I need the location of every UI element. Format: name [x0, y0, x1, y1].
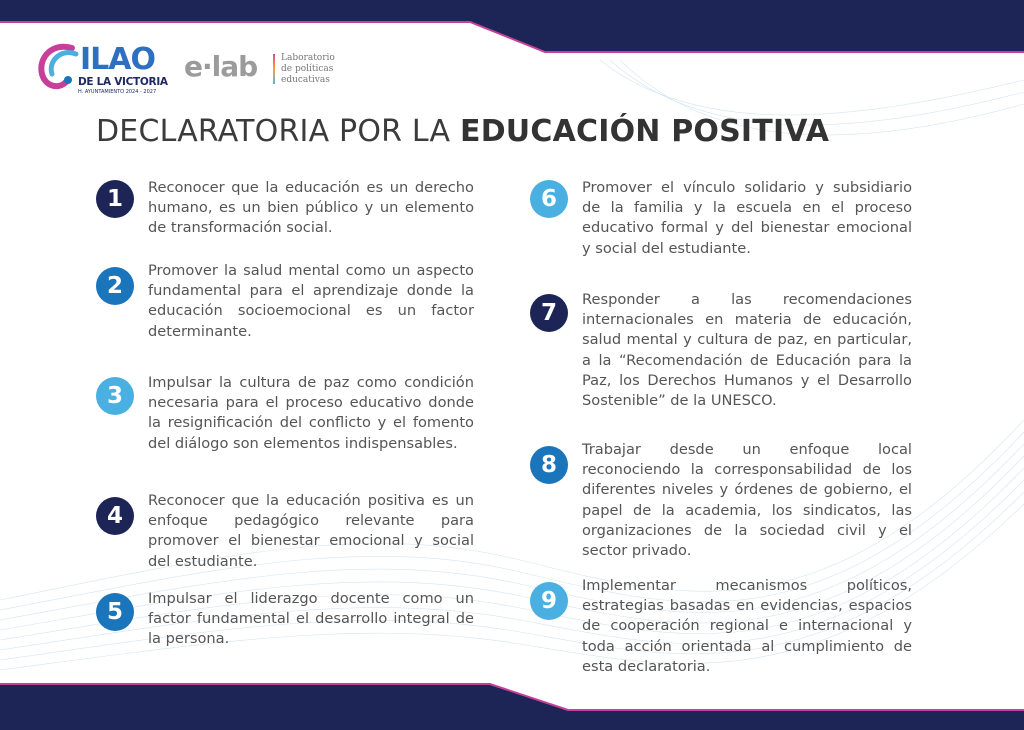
declaration-text: Impulsar el liderazgo docente como un factor fundamental el desarrollo integral de la persona. — [148, 590, 474, 648]
number-badge: 2 — [96, 267, 134, 305]
declaration-text: Reconocer que la educación positiva es un enfoque pedagógico relevante para promover el bienestar emocional y social del estudiante. — [148, 492, 474, 570]
ilao-logo — [32, 38, 168, 100]
number-badge: 5 — [96, 593, 134, 631]
elab-divider — [273, 54, 275, 84]
ilao-wordmark: ILAO — [80, 42, 155, 77]
number-badge: 4 — [96, 497, 134, 535]
declaration-text: Trabajar desde un enfoque local reconociendo la corresponsabilidad de los diferentes niveles y órdenes de gobierno, el papel de la academia, los sindicatos, las organizaciones de la sociedad civil y el sector privado. — [582, 441, 912, 560]
number-badge: 6 — [530, 180, 568, 218]
number-badge: 1 — [96, 180, 134, 218]
elab-logo — [184, 50, 354, 90]
declaration-text: Responder a las recomendaciones internacionales en materia de educación, salud mental y cultura de paz, en particular, a la “Recomendación de Educación para la Paz, los Derechos Humanos y el Desarrollo Sostenible” de la UNESCO. — [582, 291, 912, 410]
declaration-text: Promover la salud mental como un aspecto fundamental para el aprendizaje donde la educación socioemocional es un factor determinante. — [148, 262, 474, 340]
declaration-text: Promover el vínculo solidario y subsidiario de la familia y la escuela en el proceso educativo formal y del bienestar emocional y social del estudiante. — [582, 179, 912, 257]
page-title: DECLARATORIA POR LA EDUCACIÓN POSITIVA — [96, 114, 830, 149]
ilao-subtitle: DE LA VICTORIA — [78, 76, 168, 88]
number-badge: 9 — [530, 582, 568, 620]
declaration-text: Reconocer que la educación es un derecho humano, es un bien público y un elemento de transformación social. — [148, 179, 474, 237]
number-badge: 8 — [530, 446, 568, 484]
ilao-tagline: H. AYUNTAMIENTO 2024 - 2027 — [78, 89, 157, 95]
elab-caption: Laboratorio de políticas educativas — [281, 53, 335, 85]
declaration-text: Impulsar la cultura de paz como condición necesaria para el proceso educativo donde la resignificación del conflicto y el fomento del diálogo son elementos indispensables. — [148, 374, 474, 452]
number-badge: 7 — [530, 294, 568, 332]
declaration-text: Implementar mecanismos políticos, estrategias basadas en evidencias, espacios de cooperación regional e internacional y toda acción orientada al cumplimiento de esta declaratoria. — [582, 577, 912, 675]
elab-wordmark: e·lab — [184, 50, 258, 83]
number-badge: 3 — [96, 377, 134, 415]
logos-area — [32, 38, 352, 100]
ilao-emblem-icon — [32, 40, 82, 100]
